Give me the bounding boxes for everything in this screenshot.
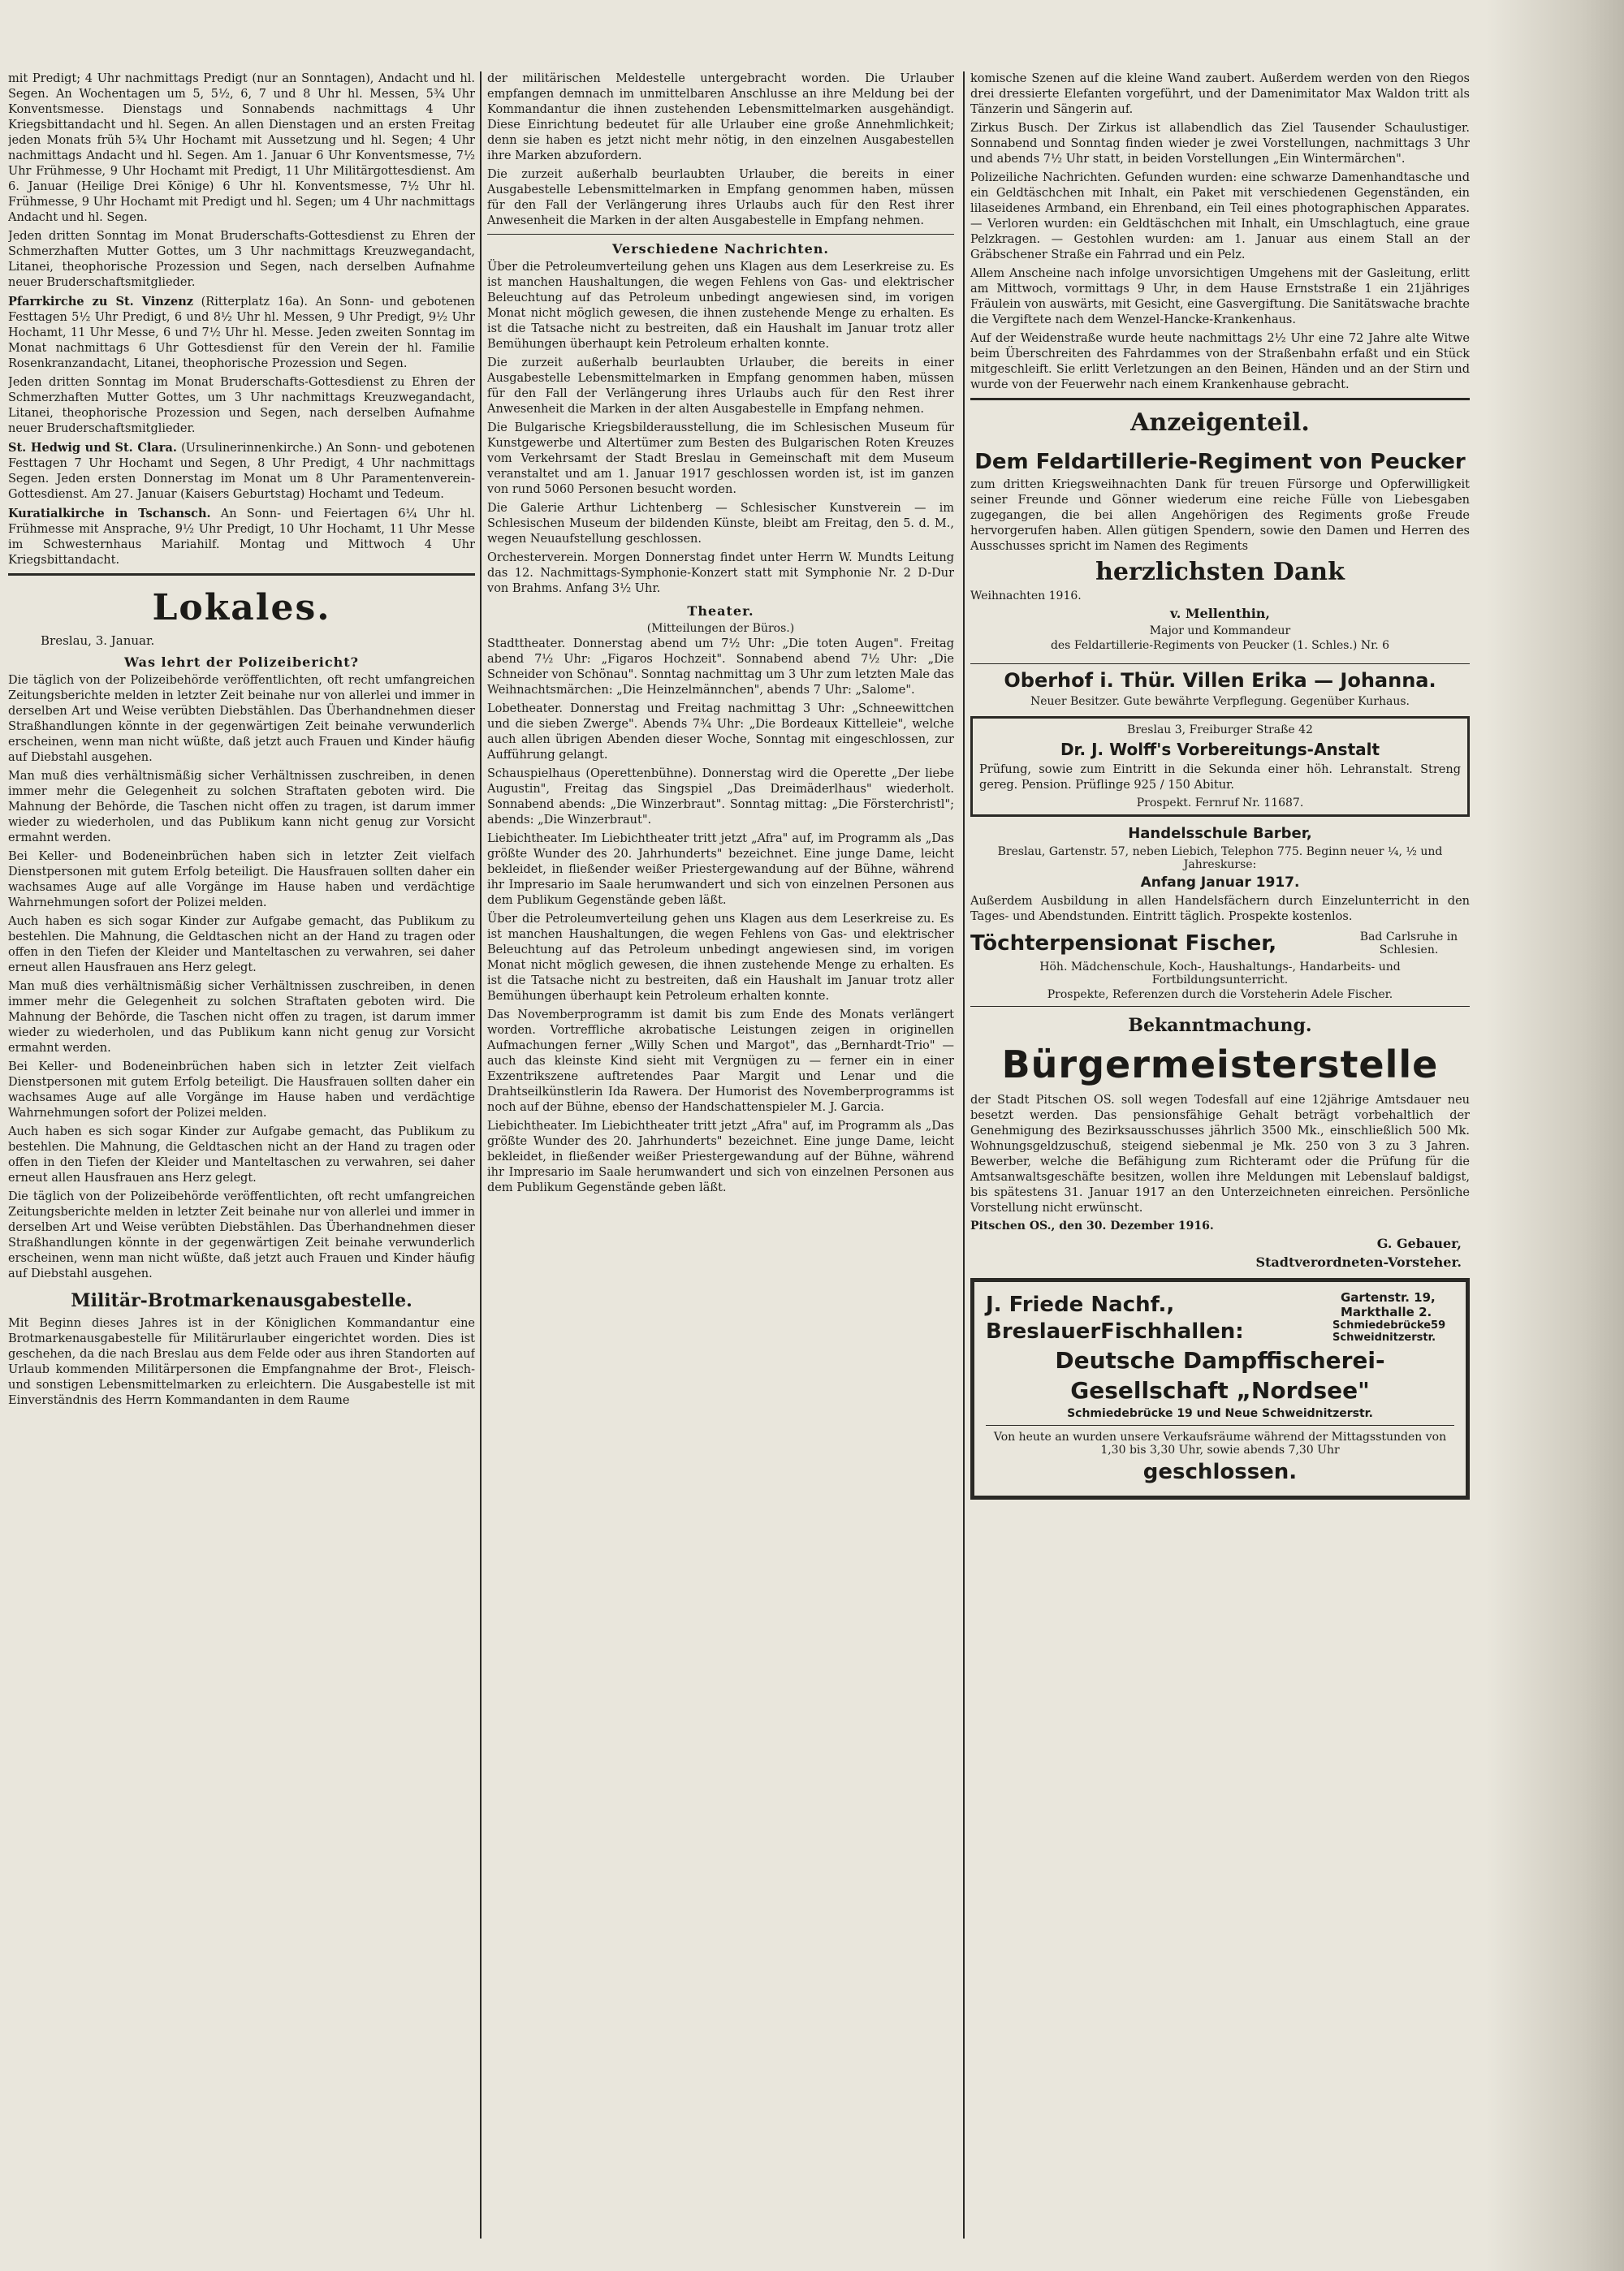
theater-paragraph-3: Schauspielhaus (Operettenbühne). Donnerstag wird die Operette „Der liebe Augustin", Freitag das Singspiel „Das Dreimäderlhaus" wiederholt. Sonnabend abends: „Die Winzerbraut". Sonntag mittag: „Die Försterchristl"; abends: „Die Winzerbraut".: [487, 767, 954, 827]
article-paragraph-1: Die täglich von der Polizeibehörde veröffentlichten, oft recht umfangreichen Zeitungsberichte melden in letzter Zeit beinahe nur von allerlei und immer in derselben Art und Weise verübten Diebstählen. Das Überhandnehmen dieser Straßhandlungen könnte in der gegenwärtigen Zeit beinahe verwunderlich erscheinen, wenn man nicht wüßte, daß jetzt auch Frauen und Kinder häufig auf Diebstahl ausgehen.: [8, 674, 475, 764]
church-notes-1b: Jeden dritten Sonntag im Monat Bruderschafts-Gottesdienst zu Ehren der Schmerzhaften Mutter Gottes, um 3 Uhr nachmittags Kreuzwegandacht, Litanei, theophorische Prozession und Segen, nach derselben Aufnahme neuer Bruderschaftsmitglieder.: [8, 230, 475, 289]
announcement-title: Bekanntmachung.: [1128, 1015, 1312, 1036]
ad-wolff-head: Dr. J. Wolff's Vorbereitungs-Anstalt: [1060, 740, 1380, 759]
church-entry-3: [8, 440, 475, 503]
ad-nordsee-fischhallen: BreslauerFischhallen:: [986, 1319, 1244, 1344]
article-paragraph-2: Man muß dies verhältnismäßig sicher Verhältnissen zuschreiben, in denen immer mehr die Gelegenheit zu solchen Straftaten geboten wird. Die Mahnung der Behörde, die Taschen nicht offen zu tragen, ist darum immer wieder zu wiederholen, und das Publikum kann nicht genug zur Vorsicht ermahnt werden.: [8, 770, 475, 844]
church-notes-2b: Jeden dritten Sonntag im Monat Bruderschafts-Gottesdienst zu Ehren der Schmerzhaften Mutter Gottes, um 3 Uhr nachmittags Kreuzwegandacht, Litanei, theophorische Prozession und Segen, nach derselben Aufnahme neuer Bruderschaftsmitglieder.: [8, 376, 475, 435]
ad-barber-head: Handelsschule Barber,: [1128, 825, 1312, 842]
announcement-signature-title: Stadtverordneten-Vorsteher.: [1255, 1254, 1462, 1270]
police-note-1: Polizeiliche Nachrichten. Gefunden wurden: eine schwarze Damenhandtasche und ein Geldtäschchen mit Inhalt, ein Paket mit verschiedenen Gegenständen, ein lilaseidenes Armband, ein Ehrenband, ein Teil eines photographischen Apparates. — Verloren wurden: ein Geldtäschchen mit Inhalt, ein Umschlagtuch, eine graue Pelzkragen. — Gestohlen wurden: am 1. Januar aus einem Stall an der Gräbschener Straße ein Fahrrad und ein Pelz.: [970, 171, 1470, 261]
page-edge-shadow: [1486, 0, 1624, 2271]
military-paragraph: Mit Beginn dieses Jahres ist in der Königlichen Kommandantur eine Brotmarkenausgabestelle für Militärurlauber eingerichtet worden. Dies ist geschehen, da die nach Breslau aus dem Felde oder aus ihren Standorten auf Urlaub kommenden Militärpersonen die Empfangnahme der Brot-, Fleisch- und sonstigen Lebensmittelmarken zu erleichtern. Die Ausgabestelle ist mit Einverständnis des Herrn Kommandanten in dem Raume: [8, 1317, 475, 1407]
church-title-3: St. Hedwig und St. Clara.: [8, 441, 177, 455]
ad-nordsee-closed: geschlossen.: [1142, 1460, 1298, 1484]
military-title: Militär-Brotmarkenausgabestelle.: [71, 1290, 412, 1311]
ad-regiment-rank: Major und Kommandeur: [1149, 624, 1291, 637]
theater-paragraph-5: Das Novemberprogramm ist damit bis zum Ende des Monats verlängert worden. Vortreffliche akrobatische Leistungen zeigen in originellen Aufmachungen ferner „Willy Schen und Margot", das „Bernhardt-Trio" — auch das kleinste Kind sieht mit Vergnügen zu — ferner ein in einer Exzentrikszene auftretendes Paar Margit und Lenar und die Drahtseilkünstlerin Ida Rawera. Der Humorist des Novemberprogramms ist noch auf der Bühne, ebenso der Handschattenspieler M. J. Garcia.: [487, 1008, 954, 1114]
theater-subtitle: (Mitteilungen der Büros.): [646, 622, 795, 635]
ad-nordsee-note: Von heute an wurden unsere Verkaufsräume während der Mittagsstunden von 1,30 bis 3,30 Uhr, sowie abends 7,30 Uhr: [993, 1431, 1447, 1457]
ad-nordsee-line-3: Deutsche Dampffischerei-: [1055, 1347, 1385, 1374]
church-notes-3: (Ursulinerinnenkirche.) An Sonn- und gebotenen Festtagen 7 Uhr Hochamt und Segen, 8 Uhr Predigt, 4 Uhr nachmittags Segen. Jeden ersten Donnerstag im Monat um 8 Uhr Paramentenverein-Gottesdienst. Am 27. Januar (Kaisers Geburtstag) Hochamt und Tedeum.: [8, 442, 475, 501]
church-title-4: Kuratialkirche in Tschansch.: [8, 507, 211, 520]
announcement-signature: G. Gebauer,: [1376, 1236, 1462, 1251]
ad-fischer-row: [970, 928, 1470, 959]
divider: [487, 234, 954, 235]
announcement-big: Bürgermeisterstelle: [1001, 1043, 1439, 1086]
church-notes-1: mit Predigt; 4 Uhr nachmittags Predigt (nur an Sonntagen), Andacht und hl. Segen. An Wochentagen um 5, 5½, 6, 7 und 8 Uhr hl. Messen, 5¾ Uhr Konventsmesse. Dienstags und Sonnabends nachmittags 4 Uhr Kriegsbittandacht und hl. Segen. An allen Dienstagen und an ersten Freitag jeden Monats früh 5¾ Uhr Hochamt mit Aussetzung und hl. Segen; 4 Uhr nachmittags Andacht und hl. Segen. Am 1. Januar 6 Uhr Konventsmesse, 7½ Uhr Frühmesse, 9 Uhr Hochamt mit Predigt, 11 Uhr Militärgottesdienst. Am 6. Januar (Heilige Drei Könige) 6 Uhr hl. Konventsmesse, 7½ Uhr hl. Frühmesse, 9 Uhr Hochamt mit Predigt und hl. Segen; um 4 Uhr nachmittags Andacht und hl. Segen.: [8, 72, 475, 224]
ads-rule: [970, 398, 1470, 400]
ad-fischer-side: Bad Carlsruhe in Schlesien.: [1359, 930, 1458, 956]
misc-paragraph-4: Orchesterverein. Morgen Donnerstag findet unter Herrn W. Mundts Leitung das 12. Nachmittags-Symphonie-Konzert statt mit Symphonie Nr. 2 D-Dur von Brahms. Anfang 3½ Uhr.: [487, 551, 954, 595]
ad-barber-note: Außerdem Ausbildung in allen Handelsfächern durch Einzelunterricht in den Tages- und Abendstunden. Eintritt täglich. Prospekte kostenlos.: [970, 895, 1470, 923]
theater-title: Theater.: [687, 603, 754, 619]
article-paragraph-3: Bei Keller- und Bodeneinbrüchen haben sich in letzter Zeit vielfach Dienstpersonen mit gutem Erfolg beteiligt. Die Hausfrauen sollten daher ein wachsames Auge auf alle Vorgänge im Hause haben und verdächtige Wahrnehmungen sofort der Polizei melden.: [8, 850, 475, 909]
church-notes-4: An Sonn- und Feiertagen 6¼ Uhr hl. Frühmesse mit Ansprache, 9½ Uhr Predigt, 10 Uhr Hochamt, 11 Uhr Messe im Schwesternhaus Mariahilf. Montag und Mittwoch 4 Uhr Kriegsbittandacht.: [8, 507, 475, 567]
ad-nordsee-line-5: Schmiedebrücke 19 und Neue Schweidnitzerstr.: [1067, 1407, 1373, 1420]
ad-wolff-sub: Prospekt. Fernruf Nr. 11687.: [1136, 797, 1304, 810]
ad-fischer-head: Töchterpensionat Fischer,: [970, 931, 1277, 956]
ad-nordsee: [970, 1278, 1470, 1500]
ad-nordsee-fischhallen-address: Schmiedebrücke59 Schweidnitzerstr.: [1332, 1319, 1446, 1344]
divider: [986, 1425, 1454, 1426]
ads-title: Anzeigenteil.: [1130, 408, 1310, 437]
church-entry-2: [8, 294, 475, 372]
misc-paragraph-2: Die Bulgarische Kriegsbilderausstellung, die im Schlesischen Museum für Kunstgewerbe und Altertümer zum Besten des Bulgarischen Roten Kreuzes vom Verkehrsamt der Stadt Breslau in Gemeinschaft mit dem Museum veranstaltet und am 1. Januar 1917 geschlossen worden ist, ist im ganzen von rund 5060 Personen besucht worden.: [487, 421, 954, 496]
column-3: [970, 71, 1470, 2239]
church-entry-4: [8, 506, 475, 568]
church-title-2: Pfarrkirche zu St. Vinzenz: [8, 295, 194, 309]
theater-paragraph-1: Stadttheater. Donnerstag abend um 7½ Uhr: „Die toten Augen". Freitag abend 7½ Uhr: „Figaros Hochzeit". Sonnabend abend 7½ Uhr: „Die Schneider von Schönau". Sonntag nachmittag um 3 Uhr zum letzten Male das Weihnachtsmärchen: „Die Heinzelmännchen", abends 7 Uhr: „Salome".: [487, 637, 954, 697]
ad-regiment-place: Weihnachten 1916.: [970, 589, 1082, 602]
ad-nordsee-friede: J. Friede Nachf.,: [986, 1293, 1175, 1317]
announcement-place: Pitschen OS., den 30. Dezember 1916.: [970, 1220, 1214, 1233]
section-rule: [8, 573, 475, 576]
article-paragraph-4: Auch haben es sich sogar Kinder zur Aufgabe gemacht, das Publikum zu bestehlen. Die Mahnung, die Geldtaschen nicht an der Hand zu tragen oder offen in den Tiefen der Kleider und Manteltaschen zu verwahren, sei daher erneut allen Hausfrauen ans Herz gelegt.: [8, 915, 475, 974]
ad-nordsee-friede-address: Gartenstr. 19, Markthalle 2.: [1341, 1290, 1436, 1319]
police-note-2: Allem Anscheine nach infolge unvorsichtigen Umgehens mit der Gasleitung, erlitt am Mittwoch, vormittags 9 Uhr, in dem Hause Ernststraße 1 ein 21jähriges Fräulein von auswärts, mit Gesicht, eine Gasvergiftung. Die Sanitätswache brachte die Vergiftete nach dem Wenzel-Hancke-Krankenhaus.: [970, 267, 1470, 326]
ad-barber-body: Breslau, Gartenstr. 57, neben Liebich, Telephon 775. Beginn neuer ¼, ½ und Jahreskurse:: [997, 845, 1443, 871]
column-divider-2: [963, 71, 965, 2239]
ad-wolff-body: Prüfung, sowie zum Eintritt in die Sekunda einer höh. Lehranstalt. Streng gereg. Pension. Prüflinge 925 / 150 Abitur.: [979, 763, 1461, 792]
theater-paragraph-2: Lobetheater. Donnerstag und Freitag nachmittag 3 Uhr: „Schneewittchen und die sieben Zwerge". Abends 7¾ Uhr: „Die Bordeaux Kittelleie", welche auch allen übrigen Abenden dieser Woche, Sonntag mit eingeschlossen, zur Aufführung gelangt.: [487, 702, 954, 762]
section-title-lokales: Lokales.: [152, 587, 331, 628]
theater-paragraph-4: Liebichtheater. Im Liebichtheater tritt jetzt „Afra" auf, im Programm als „Das größte Wunder des 20. Jahrhunderts" bezeichnet. Eine junge Dame, leicht bekleidet, in fließender weißer Priestergewandung auf der Bühne, während ihr Impresario im Saale herumwandert und sich von einzelnen Personen aus dem Publikum Gegenstände geben läßt.: [487, 832, 954, 907]
ad-nordsee-line-4: Gesellschaft „Nordsee": [1070, 1377, 1370, 1404]
theater-cont: komische Szenen auf die kleine Wand zaubert. Außerdem werden von den Riegos drei dressierte Elefanten vorgeführt, und der Damenimitator Max Waldon tritt als Tänzerin und Sängerin auf.: [970, 72, 1470, 116]
divider: [970, 663, 1470, 664]
church-notes-2: (Ritterplatz 16a). An Sonn- und gebotenen Festtagen 5½ Uhr Predigt, 6 und 8½ Uhr hl. Messen, 9 Uhr Predigt, 9½ Uhr Hochamt, 11 Uhr Messe, 6 und 7½ Uhr hl. Messe. Jeden zweiten Sonntag im Monat nachmittags 6 Uhr Gottesdienst für den Verein der hl. Familie Rosenkranzandacht, Litanei, theophorische Prozession und Segen.: [8, 296, 475, 370]
misc-paragraph-1b: Die zurzeit außerhalb beurlaubten Urlauber, die bereits in einer Ausgabestelle Lebensmittelmarken in Empfang genommen haben, müssen für den Fall der Verlängerung ihres Urlaubs auch für den Rest ihrer Anwesenheit die Marken in der alten Ausgabestelle in Empfang nehmen.: [487, 356, 954, 416]
dateline: Breslau, 3. Januar.: [41, 633, 155, 648]
article-paragraph-7: Auch haben es sich sogar Kinder zur Aufgabe gemacht, das Publikum zu bestehlen. Die Mahnung, die Geldtaschen nicht an der Hand zu tragen oder offen in den Tiefen der Kleider und Manteltaschen zu verwahren, sei daher erneut allen Hausfrauen ans Herz gelegt.: [8, 1125, 475, 1185]
circus-note: Zirkus Busch. Der Zirkus ist allabendlich das Ziel Tausender Schaulustiger. Sonnabend und Sonntag finden wieder je zwei Vorstellungen, nachmittags 3 Uhr und abends 7½ Uhr statt, in beiden Vorstellungen „Ein Wintermärchen".: [970, 122, 1470, 166]
misc-paragraph-1: Über die Petroleumverteilung gehen uns Klagen aus dem Leserkreise zu. Es ist manchen Haushaltungen, die wegen Fehlens von Gas- und elektrischer Beleuchtung auf das Petroleum unbedingt angewiesen sind, im vorigen Monat nicht möglich gewesen, die ihnen zustehende Menge zu erhalten. Es ist die Tatsache nicht zu bestreiten, daß ein Haushalt im Januar trotz aller Bemühungen überhaupt kein Petroleum erhalten konnte.: [487, 261, 954, 351]
military-cont: der militärischen Meldestelle untergebracht worden. Die Urlauber empfangen demnach im unmittelbaren Anschlusse an ihre Meldung bei der Kommandantur die ihnen zustehenden Lebensmittelmarken ausgehändigt. Diese Einrichtung bedeutet für alle Urlauber eine große Annehmlichkeit; denn sie haben es jetzt nicht mehr nötig, in den einzelnen Ausgabestellen ihre Marken abzufordern.: [487, 72, 954, 162]
misc-paragraph-3: Die Galerie Arthur Lichtenberg — Schlesischer Kunstverein — im Schlesischen Museum der bildenden Künste, bleibt am Freitag, den 5. d. M., wegen Neuaufstellung geschlossen.: [487, 502, 954, 546]
ad-regiment-body: zum dritten Kriegsweihnachten Dank für treuen Fürsorge und Opferwilligkeit seiner Freunde und Gönner wiederum eine reiche Fülle von Liebesgaben zugegangen, die bei allen Angehörigen des Regiments große Freude hervorgerufen haben. Allen gütigen Spendern, sowie den Damen und Herren des Ausschusses spricht im Namen des Regiments: [970, 478, 1470, 553]
ad-wolff-top: Breslau 3, Freiburger Straße 42: [1127, 723, 1313, 736]
column-divider-1: [480, 71, 482, 2239]
article-paragraph-6: Bei Keller- und Bodeneinbrüchen haben sich in letzter Zeit vielfach Dienstpersonen mit gutem Erfolg beteiligt. Die Hausfrauen sollten daher ein wachsames Auge auf alle Vorgänge im Hause haben und verdächtige Wahrnehmungen sofort der Polizei melden.: [8, 1060, 475, 1120]
ad-barber-date: Anfang Januar 1917.: [1140, 874, 1300, 891]
article-title: Was lehrt der Polizeibericht?: [124, 654, 359, 670]
column-1: [8, 71, 475, 2239]
military-cont-2: Die zurzeit außerhalb beurlaubten Urlauber, die bereits in einer Ausgabestelle Lebensmittelmarken in Empfang genommen haben, müssen für den Fall der Verlängerung ihres Urlaubs auch für den Rest ihrer Anwesenheit die Marken in der alten Ausgabestelle in Empfang nehmen.: [487, 168, 954, 227]
ad-regiment-head: Dem Feldartillerie-Regiment von Peucker: [974, 450, 1466, 474]
ad-fischer-body: Höh. Mädchenschule, Koch-, Haushaltungs-, Handarbeits- und Fortbildungsunterricht.: [1039, 961, 1401, 987]
announcement-body: der Stadt Pitschen OS. soll wegen Todesfall auf eine 12jährige Amtsdauer neu besetzt werden. Das pensionsfähige Gehalt beträgt vorbehaltlich der Genehmigung des Bezirksausschusses jährlich 3500 Mk., einschließlich 500 Mk. Wohnungsgeldzuschuß, steigend siebenmal je Mk. 250 von 3 zu 3 Jahren. Bewerber, welche die Befähigung zum Richteramt oder die Prüfung für die Amtsanwaltsgeschäfte besitzen, wollen ihre Meldungen mit Lebenslauf baldigst, bis spätestens 31. Januar 1917 an den Unterzeichneten einreichen. Persönliche Vorstellung nicht erwünscht.: [970, 1094, 1470, 1215]
article-paragraph-5: Man muß dies verhältnismäßig sicher Verhältnissen zuschreiben, in denen immer mehr die Gelegenheit zu solchen Straftaten geboten wird. Die Mahnung der Behörde, die Taschen nicht offen zu tragen, ist darum immer wieder zu wiederholen, und das Publikum kann nicht genug zur Vorsicht ermahnt werden.: [8, 980, 475, 1055]
ad-regiment-unit: des Feldartillerie-Regiments von Peucker (1. Schles.) Nr. 6: [1050, 639, 1390, 652]
ad-regiment: [970, 445, 1470, 655]
ad-wolff: [970, 716, 1470, 817]
theater-paragraph-4b: Über die Petroleumverteilung gehen uns Klagen aus dem Leserkreise zu. Es ist manchen Haushaltungen, die wegen Fehlens von Gas- und elektrischer Beleuchtung auf das Petroleum unbedingt angewiesen sind, im vorigen Monat nicht möglich gewesen, die ihnen zustehende Menge zu erhalten. Es ist die Tatsache nicht zu bestreiten, daß ein Haushalt im Januar trotz aller Bemühungen überhaupt kein Petroleum erhalten konnte.: [487, 913, 954, 1003]
police-note-3: Auf der Weidenstraße wurde heute nachmittags 2½ Uhr eine 72 Jahre alte Witwe beim Überschreiten des Fahrdammes von der Straßenbahn erfaßt und ein Stück mitgeschleift. Sie erlitt Verletzungen an den Beinen, Händen und an der Stirn und wurde von der Feuerwehr nach einem Krankenhause gebracht.: [970, 332, 1470, 391]
ad-regiment-thanks: herzlichsten Dank: [1095, 558, 1345, 586]
ad-oberhof-head: Oberhof i. Thür. Villen Erika — Johanna.: [1004, 669, 1436, 692]
ad-nordsee-row-1: [986, 1290, 1454, 1319]
ad-regiment-signature: v. Mellenthin,: [1170, 606, 1270, 621]
ad-oberhof-body: Neuer Besitzer. Gute bewährte Verpflegung. Gegenüber Kurhaus.: [1030, 695, 1410, 708]
theater-paragraph-6: Liebichtheater. Im Liebichtheater tritt jetzt „Afra" auf, im Programm als „Das größte Wunder des 20. Jahrhunderts" bezeichnet. Eine junge Dame, leicht bekleidet, in fließender weißer Priestergewandung auf der Bühne, während ihr Impresario im Saale herumwandert und sich von einzelnen Personen aus dem Publikum Gegenstände geben läßt.: [487, 1120, 954, 1194]
divider: [970, 1006, 1470, 1007]
ad-nordsee-row-2: [986, 1319, 1454, 1344]
misc-title: Verschiedene Nachrichten.: [612, 241, 829, 257]
column-2: [487, 71, 954, 2239]
ad-fischer-note: Prospekte, Referenzen durch die Vorsteherin Adele Fischer.: [1047, 988, 1393, 1001]
article-paragraph-8: Die täglich von der Polizeibehörde veröffentlichten, oft recht umfangreichen Zeitungsberichte melden in letzter Zeit beinahe nur von allerlei und immer in derselben Art und Weise verübten Diebstählen. Das Überhandnehmen dieser Straßhandlungen könnte in der gegenwärtigen Zeit beinahe verwunderlich erscheinen, wenn man nicht wüßte, daß jetzt auch Frauen und Kinder häufig auf Diebstahl ausgehen.: [8, 1190, 475, 1280]
